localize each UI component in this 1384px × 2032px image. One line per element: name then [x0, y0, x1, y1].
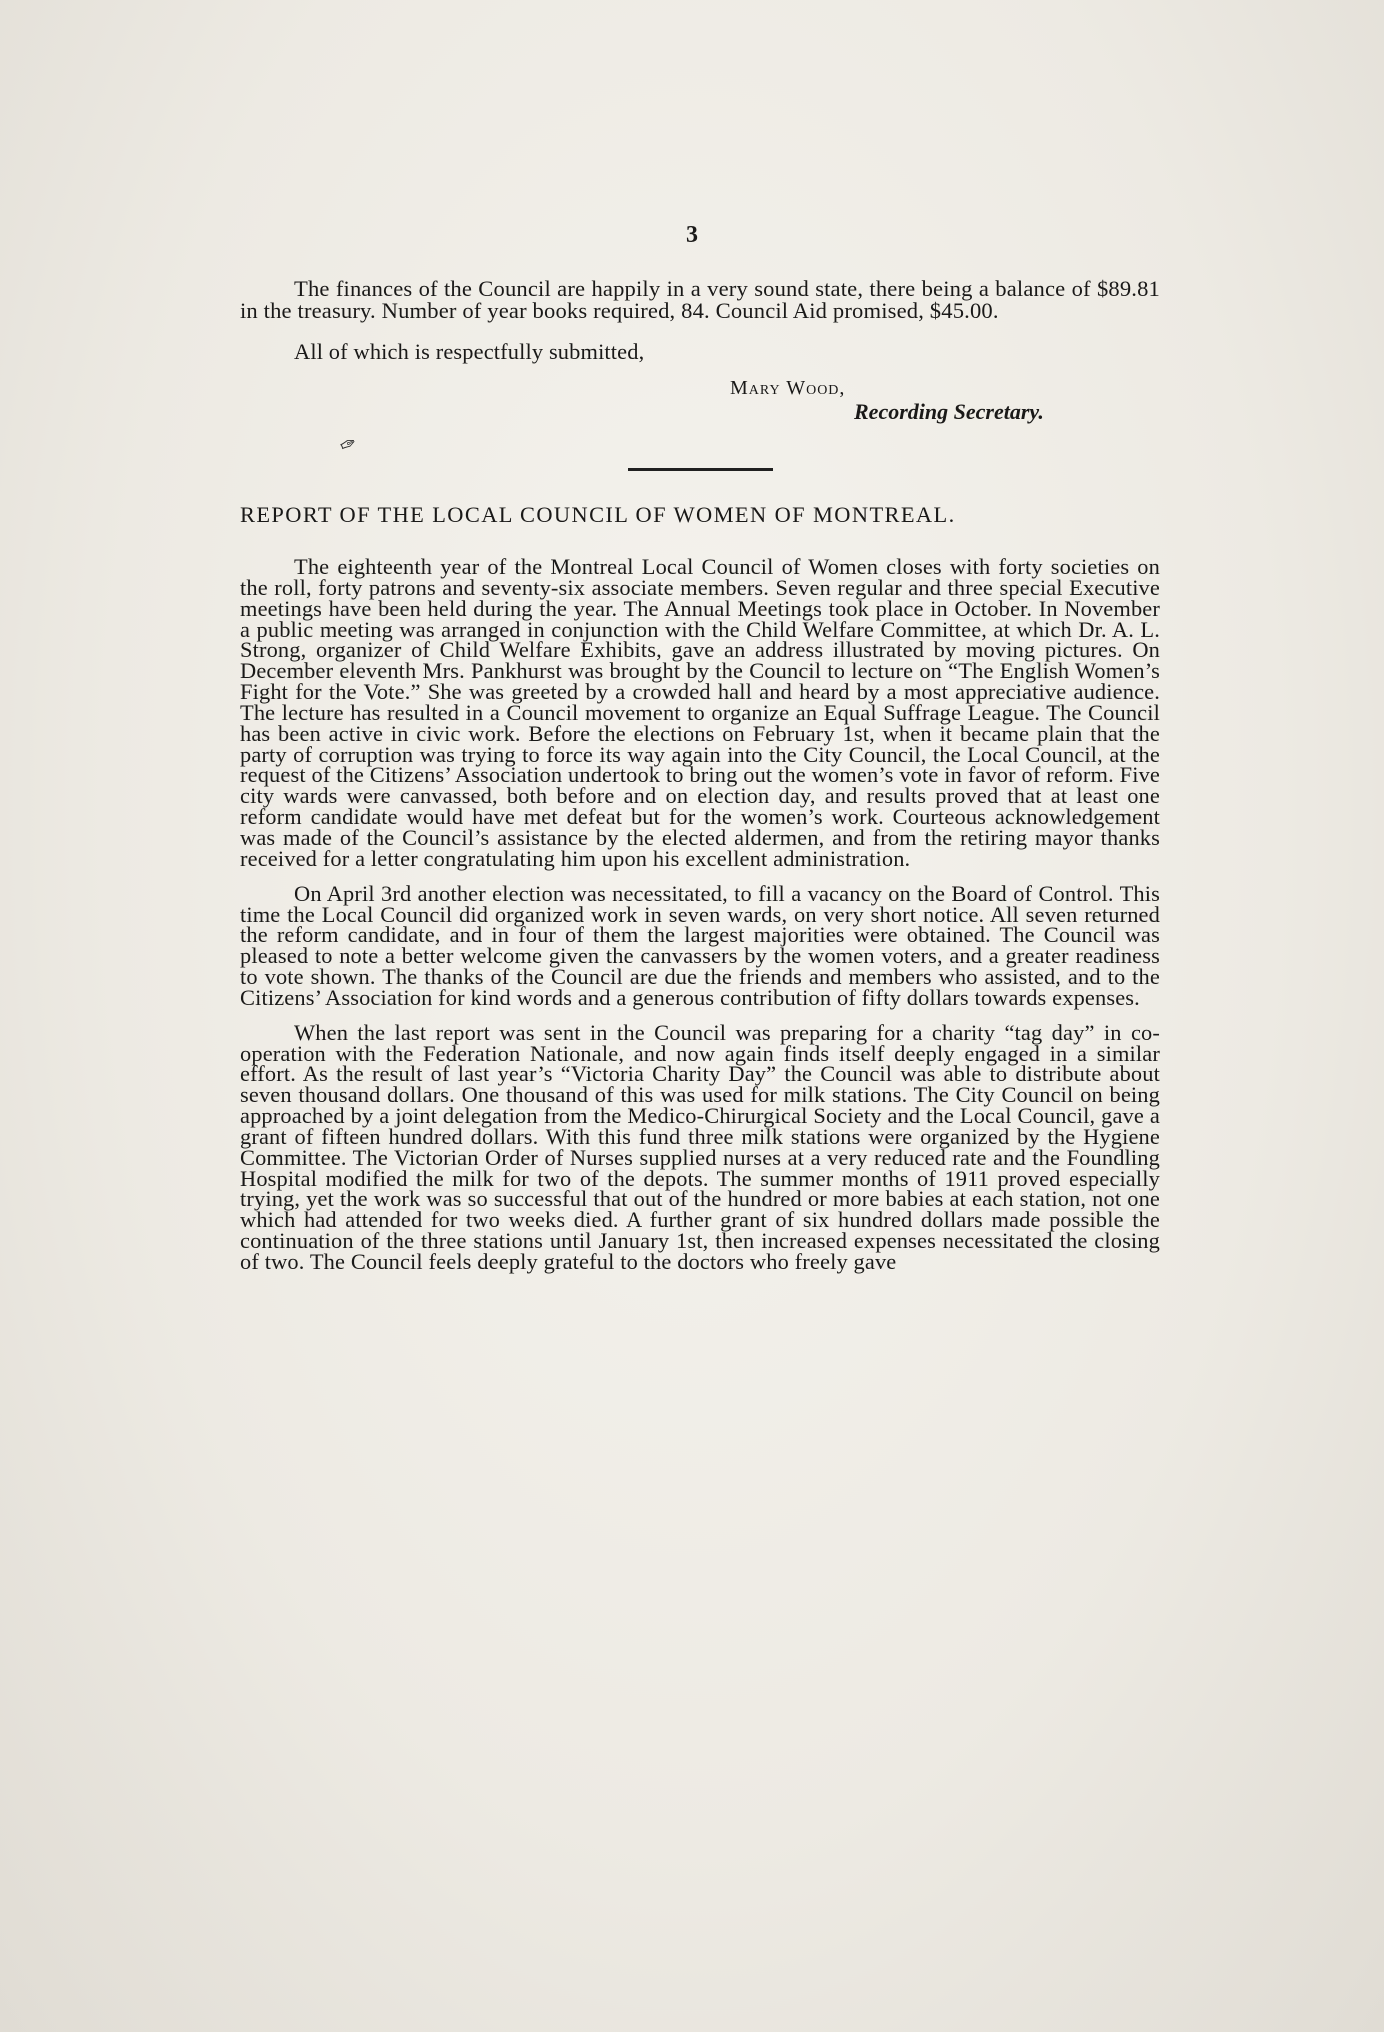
closing-line: All of which is respectfully submitted, [294, 338, 645, 364]
signature-block [240, 376, 1160, 424]
signature-name: Mary Wood, [730, 377, 846, 400]
section-divider [628, 468, 773, 471]
ink-mark-icon: ✑ [336, 431, 361, 459]
report-heading: REPORT OF THE LOCAL COUNCIL OF WOMEN OF MONTREAL. [240, 502, 956, 528]
report-paragraph-3: When the last report was sent in the Council was preparing for a charity “tag day” in co-operation with the Federation Nationale, and now again finds itself deeply engaged in a similar effort. As the result of last year’s “Victoria Charity Day” the Council was able to distribute about seven thousand dollars. One thousand of this was used for milk stations. The City Council on being approached by a joint delegation from the Medico-Chirurgical Society and the Local Council, gave a grant of fifteen hundred dollars. With this fund three milk stations were organized by the Hygiene Committee. The Victorian Order of Nurses supplied nurses at a very reduced rate and the Foundling Hospital modified the milk for two of the depots. The summer months of 1911 proved especially trying, yet the work was so successful that out of the hundred or more babies at each station, not one which had attended for two weeks died. A further grant of six hundred dollars made possible the continuation of the three stations until January 1st, then increased expenses necessitated the closing of two. The Council feels deeply grateful to the doctors who freely gave [240, 1019, 1160, 1275]
report-paragraph-1: The eighteenth year of the Montreal Local Council of Women closes with forty societies on the roll, forty patrons and seventy-six associate members. Seven regular and three special Executive meetings have been held during the year. The Annual Meetings took place in October. In November a public meeting was arranged in conjunction with the Child Welfare Committee, at which Dr. A. L. Strong, organizer of Child Welfare Exhibits, gave an address illustrated by moving pictures. On December eleventh Mrs. Pankhurst was brought by the Council to lecture on “The English Women’s Fight for the Vote.” She was greeted by a crowded hall and heard by a most appreciative audience. The lecture has resulted in a Council movement to organize an Equal Suffrage League. The Council has been active in civic work. Before the elections on February 1st, when it became plain that the party of corruption was trying to force its way again into the City Council, the Local Council, at the request of the Citizens’ Association undertook to bring out the women’s vote in favor of reform. Five city wards were canvassed, both before and on election day, and results proved that at least one reform candidate would have met defeat but for the women’s work. Courteous acknowledgement was made of the Council’s assistance by the elected aldermen, and from the retiring mayor thanks received for a letter congratulating him upon his excellent administration. [240, 554, 1160, 871]
report-paragraph-2: On April 3rd another election was necessitated, to fill a vacancy on the Board of Control. This time the Local Council did organized work in seven wards, on very short notice. All seven returned the reform candidate, and in four of them the largest majorities were obtained. The Council was pleased to note a better welcome given the canvassers by the women voters, and a greater readiness to vote shown. The thanks of the Council are due the friends and members who assisted, and to the Citizens’ Association for kind words and a generous contribution of fifty dollars towards expenses. [240, 880, 1160, 1010]
page-content [240, 278, 1160, 1273]
page-number: 3 [686, 222, 698, 248]
finances-paragraph: The finances of the Council are happily in a very sound state, there being a balance of $89.81 in the treasury. Number of year books required, 84. Council Aid promised, $45.00. [240, 276, 1160, 324]
signature-title: Recording Secretary. [854, 399, 1044, 425]
